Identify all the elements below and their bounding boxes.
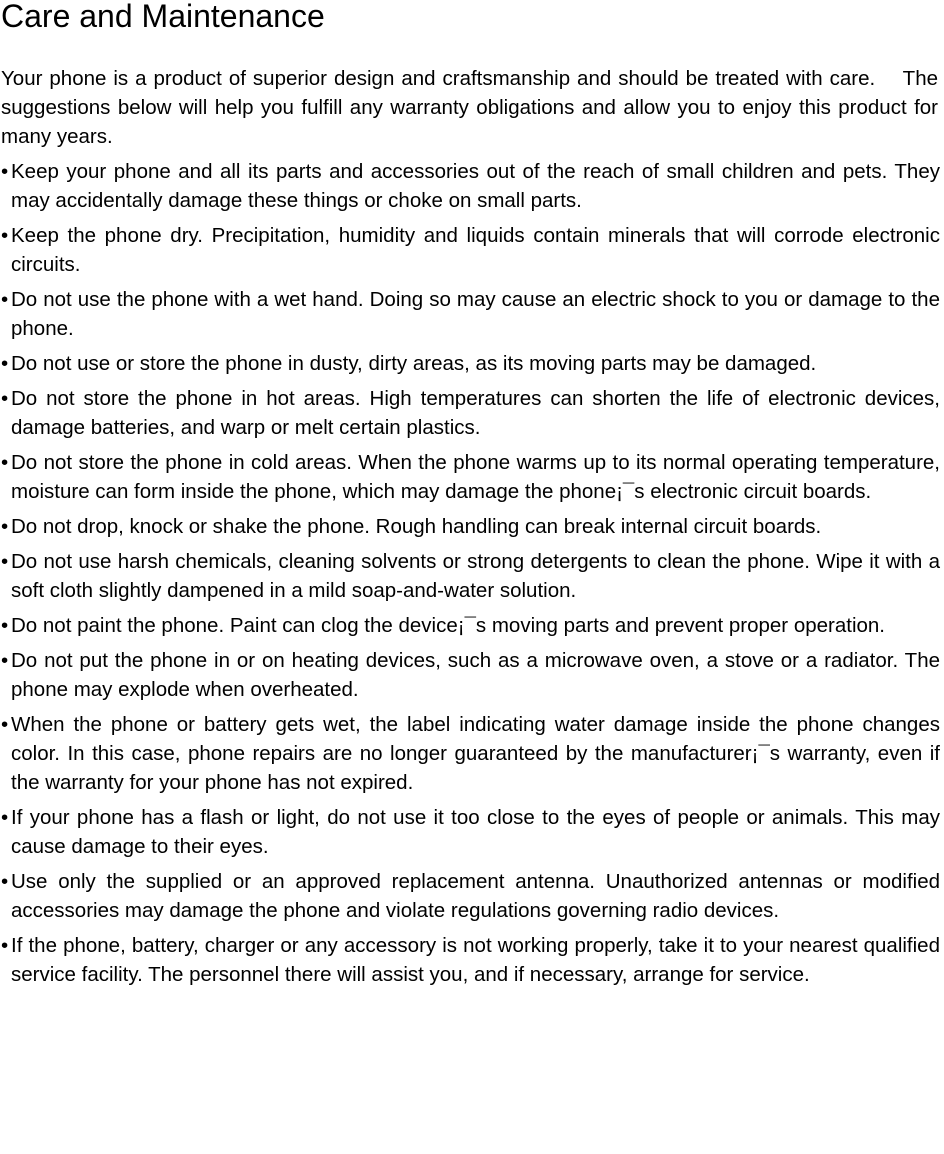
bullet-icon: •	[1, 934, 9, 957]
list-item-text: If the phone, battery, charger or any accessory is not working properly, take it to your nearest qualified service facility. The personnel there will assist you, and if necessary, arrange for service.	[11, 934, 940, 986]
list-item	[0, 157, 940, 215]
list-item	[0, 867, 940, 925]
list-item-text: Keep the phone dry. Precipitation, humidity and liquids contain minerals that will corrode electronic circuits.	[11, 224, 940, 276]
list-item-text: Do not put the phone in or on heating devices, such as a microwave oven, a stove or a radiator. The phone may explode when overheated.	[11, 649, 940, 701]
list-item	[0, 710, 940, 797]
care-tips-list	[0, 157, 940, 995]
list-item-text: If your phone has a flash or light, do not use it too close to the eyes of people or animals. This may cause damage to their eyes.	[11, 806, 940, 858]
list-item	[0, 384, 940, 442]
bullet-icon: •	[1, 515, 9, 538]
bullet-icon: •	[1, 224, 9, 247]
list-item-text: Do not use harsh chemicals, cleaning solvents or strong detergents to clean the phone. Wipe it with a soft cloth slightly dampened in a mild soap-and-water solution.	[11, 550, 940, 602]
bullet-icon: •	[1, 614, 9, 637]
bullet-icon: •	[1, 806, 9, 829]
bullet-icon: •	[1, 352, 9, 375]
list-item	[0, 512, 940, 541]
list-item-text: Do not paint the phone. Paint can clog the device¡¯s moving parts and prevent proper operation.	[11, 614, 886, 637]
bullet-icon: •	[1, 160, 9, 183]
list-item	[0, 547, 940, 605]
list-item-text: When the phone or battery gets wet, the label indicating water damage inside the phone changes color. In this case, phone repairs are no longer guaranteed by the manufacturer¡¯s warranty, even if the warranty for your phone has not expired.	[11, 713, 940, 794]
list-item	[0, 285, 940, 343]
list-item-text: Do not store the phone in hot areas. High temperatures can shorten the life of electronic devices, damage batteries, and warp or melt certain plastics.	[11, 387, 940, 439]
page-title: Care and Maintenance	[1, 0, 325, 34]
list-item	[0, 448, 940, 506]
bullet-icon: •	[1, 550, 9, 573]
bullet-icon: •	[1, 870, 9, 893]
list-item	[0, 931, 940, 989]
list-item	[0, 646, 940, 704]
list-item-text: Do not store the phone in cold areas. When the phone warms up to its normal operating temperature, moisture can form inside the phone, which may damage the phone¡¯s electronic circuit boards.	[11, 451, 940, 503]
bullet-icon: •	[1, 387, 9, 410]
list-item	[0, 803, 940, 861]
list-item-text: Do not use the phone with a wet hand. Doing so may cause an electric shock to you or damage to the phone.	[11, 288, 940, 340]
list-item-text: Keep your phone and all its parts and accessories out of the reach of small children and pets. They may accidentally damage these things or choke on small parts.	[11, 160, 940, 212]
list-item	[0, 221, 940, 279]
list-item-text: Do not use or store the phone in dusty, dirty areas, as its moving parts may be damaged.	[11, 352, 817, 375]
list-item	[0, 611, 940, 640]
list-item-text: Use only the supplied or an approved replacement antenna. Unauthorized antennas or modified accessories may damage the phone and violate regulations governing radio devices.	[11, 870, 940, 922]
bullet-icon: •	[1, 451, 9, 474]
bullet-icon: •	[1, 713, 9, 736]
list-item	[0, 349, 940, 378]
list-item-text: Do not drop, knock or shake the phone. Rough handling can break internal circuit boards.	[11, 515, 822, 538]
bullet-icon: •	[1, 288, 9, 311]
bullet-icon: •	[1, 649, 9, 672]
intro-paragraph: Your phone is a product of superior design and craftsmanship and should be treated with care. The suggestions below will help you fulfill any warranty obligations and allow you to enjoy this product for many years.	[1, 67, 938, 148]
